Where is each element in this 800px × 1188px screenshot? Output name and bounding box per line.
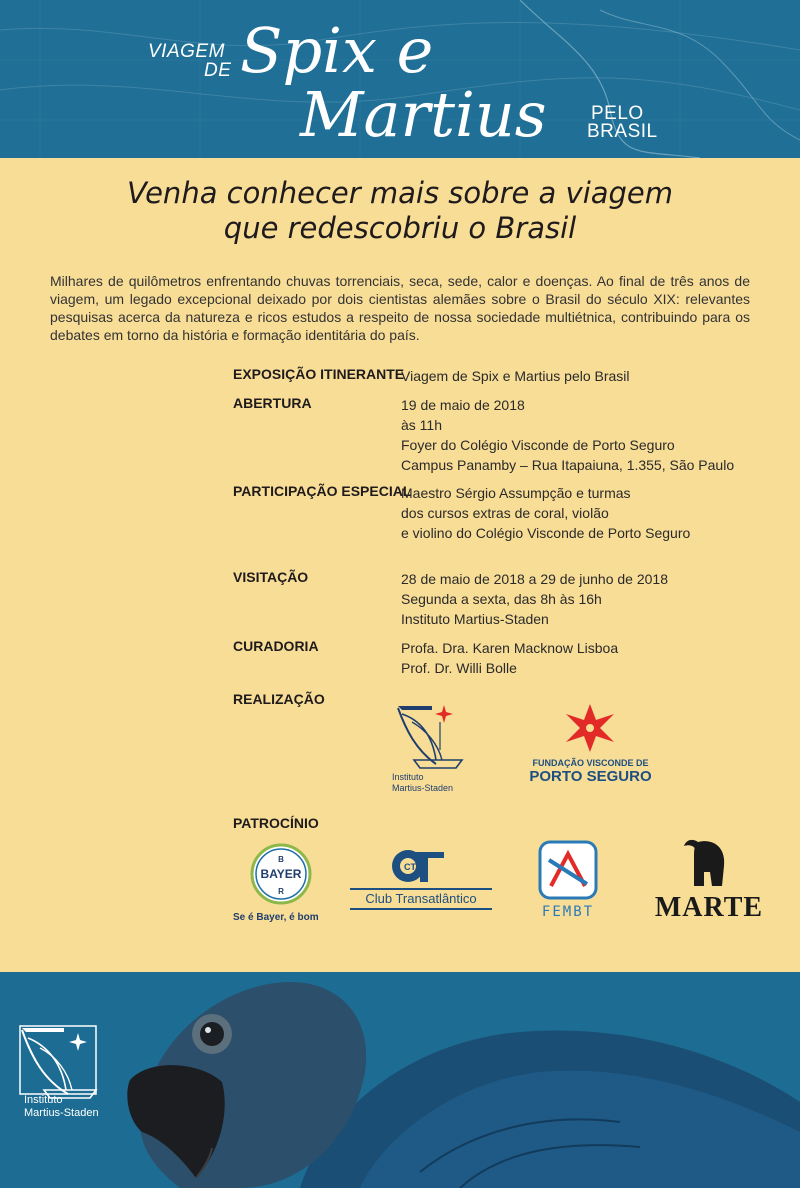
maltese-cross-icon	[528, 702, 653, 758]
title-de: DE	[204, 60, 232, 81]
bayer-cross-icon	[233, 842, 333, 906]
detail-value: Profa. Dra. Karen Macknow Lisboa Prof. Dr. Willi Bolle	[401, 640, 619, 676]
ims-caption: Instituto Martius-Staden	[392, 772, 454, 793]
detail-label: ABERTURA	[233, 395, 312, 411]
detail-label: PARTICIPAÇÃO ESPECIAL	[233, 483, 412, 499]
logo-instituto-martius-staden	[392, 700, 472, 800]
ship-icon	[392, 700, 472, 772]
fembt-emblem-icon	[513, 840, 623, 902]
intro-paragraph: Milhares de quilômetros enfrentando chuvas torrenciais, seca, sede, calor e doenças. Ao final de três anos de viagem, um legado excepcional deixado por dois cientistas alemães sobre o Brasil do século XIX: relevantes pesquisas acerca da natureza e ricos estudos a respeito de nossa sociedade multiétnica, contribuindo para os debates em torno da história e formação identitária do país.	[50, 273, 750, 343]
marte-name: MARTE	[654, 892, 764, 923]
detail-label: REALIZAÇÃO	[233, 691, 325, 707]
parrot-illustration	[0, 972, 800, 1188]
detail-value: 19 de maio de 2018 às 11h Foyer do Colégio Visconde de Porto Seguro Campus Panamby – Rua Itapaiuna, 1.355, São Paulo	[401, 397, 735, 473]
bayer-tagline: Se é Bayer, é bom	[233, 912, 319, 923]
headline	[0, 176, 800, 246]
header-banner	[0, 0, 800, 158]
bayer-word: BAYER	[260, 867, 302, 881]
fembt-name: FEMBT	[541, 904, 595, 920]
title-viagem: VIAGEM	[148, 41, 225, 62]
svg-text:B: B	[278, 855, 284, 864]
detail-value: 28 de maio de 2018 a 29 de junho de 2018 Segunda a sexta, das 8h às 16h Instituto Martius-Staden	[401, 571, 669, 627]
club-name: Club Transatlântico	[350, 888, 492, 910]
headline-line-2: que redescobriu o Brasil	[223, 211, 577, 245]
detail-label: CURADORIA	[233, 638, 319, 654]
ct-monogram: CT	[404, 862, 416, 872]
footer-ims-caption: Instituto Martius-Staden	[24, 1094, 99, 1119]
fvps-caption-2: PORTO SEGURO	[529, 768, 652, 785]
footer-banner	[0, 972, 800, 1188]
detail-label: VISITAÇÃO	[233, 569, 309, 585]
logo-bayer	[233, 842, 333, 926]
detail-value: Maestro Sérgio Assumpção e turmas dos cursos extras de coral, violão e violino do Colégio Visconde de Porto Seguro	[401, 485, 691, 541]
detail-label: PATROCÍNIO	[233, 815, 319, 831]
logo-fundacao-visconde	[528, 702, 653, 792]
title-spix: Spix e	[240, 14, 434, 87]
title-brasil: BRASIL	[587, 121, 658, 142]
logo-fembt	[513, 840, 623, 920]
title-pelo: PELO	[591, 103, 644, 124]
ct-monogram-icon	[350, 846, 495, 886]
headline-line-1: Venha conhecer mais sobre a viagem	[126, 176, 674, 210]
helmet-icon	[648, 838, 770, 892]
fvps-caption-1: FUNDAÇÃO VISCONDE DE	[532, 758, 649, 768]
svg-text:R: R	[278, 887, 284, 896]
logo-club-transatlantico	[350, 846, 495, 908]
detail-label: EXPOSIÇÃO ITINERANTE	[233, 366, 405, 382]
logo-marte	[648, 838, 770, 924]
red-cross-icon	[435, 705, 453, 723]
detail-value: Viagem de Spix e Martius pelo Brasil	[401, 368, 630, 384]
title-martius: Martius	[300, 78, 547, 151]
